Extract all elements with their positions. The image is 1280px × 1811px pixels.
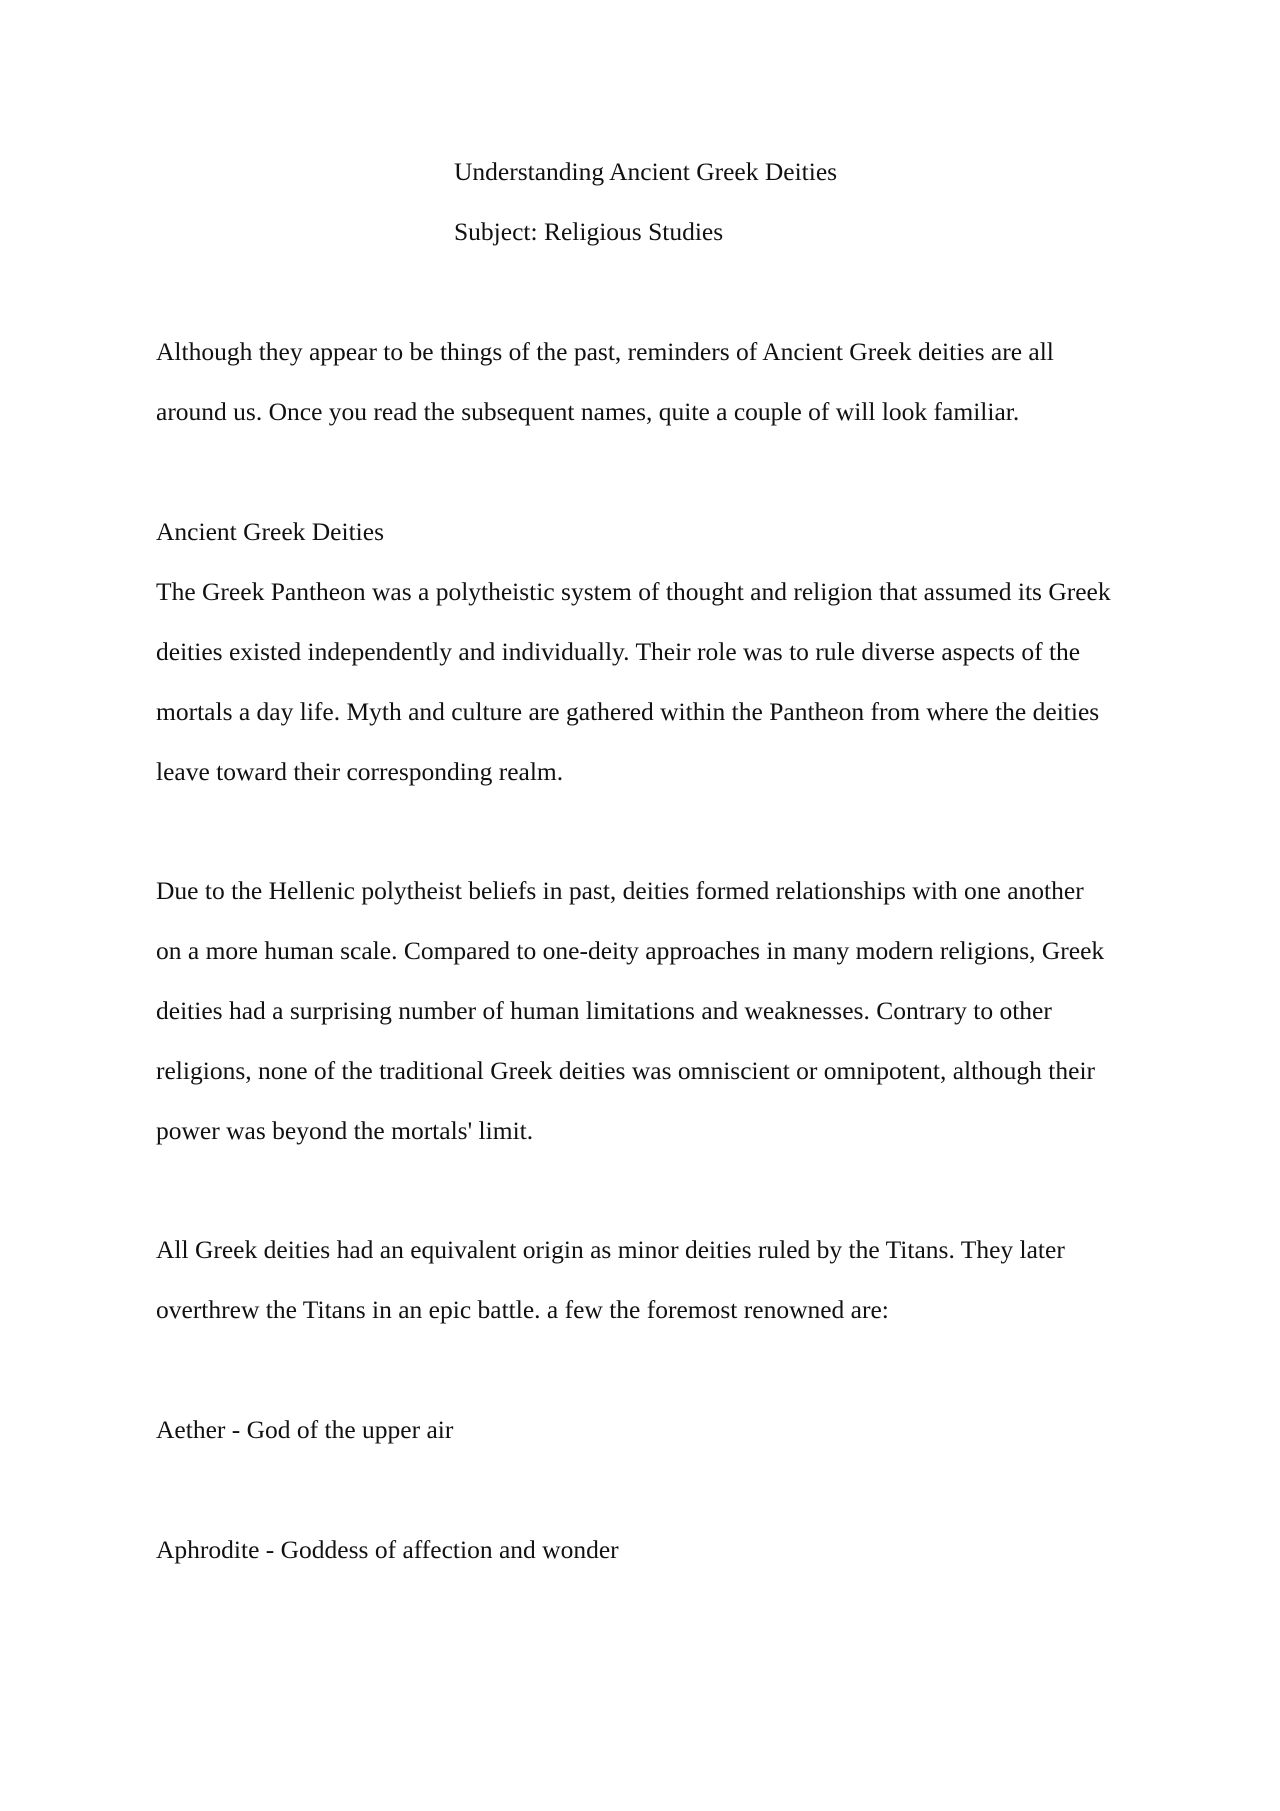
paragraph-2-line-3: deities had a surprising number of human limitations and weaknesses. Contrary to other <box>156 996 1052 1025</box>
intro-line-1: Although they appear to be things of the past, reminders of Ancient Greek deities are all <box>156 337 1054 366</box>
paragraph-2-line-5: power was beyond the mortals' limit. <box>156 1116 534 1145</box>
paragraph-1-line-1: The Greek Pantheon was a polytheistic system of thought and religion that assumed its Greek <box>156 577 1111 606</box>
document-title: Understanding Ancient Greek Deities <box>454 157 838 186</box>
section-heading: Ancient Greek Deities <box>156 517 384 546</box>
paragraph-1-line-4: leave toward their corresponding realm. <box>156 757 564 786</box>
list-item-aphrodite: Aphrodite - Goddess of affection and wonder <box>156 1535 619 1564</box>
list-item-aether: Aether - God of the upper air <box>156 1415 454 1444</box>
paragraph-2-line-2: on a more human scale. Compared to one-deity approaches in many modern religions, Greek <box>156 936 1105 965</box>
paragraph-1-line-2: deities existed independently and individually. Their role was to rule diverse aspects of the <box>156 637 1081 666</box>
intro-line-2: around us. Once you read the subsequent names, quite a couple of will look familiar. <box>156 397 1020 426</box>
paragraph-2-line-4: religions, none of the traditional Greek deities was omniscient or omnipotent, although their <box>156 1056 1096 1085</box>
document-subject: Subject: Religious Studies <box>454 217 724 246</box>
paragraph-3-line-2: overthrew the Titans in an epic battle. a few the foremost renowned are: <box>156 1295 889 1324</box>
paragraph-2-line-1: Due to the Hellenic polytheist beliefs in past, deities formed relationships with one another <box>156 876 1084 905</box>
paragraph-3-line-1: All Greek deities had an equivalent origin as minor deities ruled by the Titans. They later <box>156 1235 1065 1264</box>
paragraph-1-line-3: mortals a day life. Myth and culture are gathered within the Pantheon from where the deities <box>156 697 1100 726</box>
